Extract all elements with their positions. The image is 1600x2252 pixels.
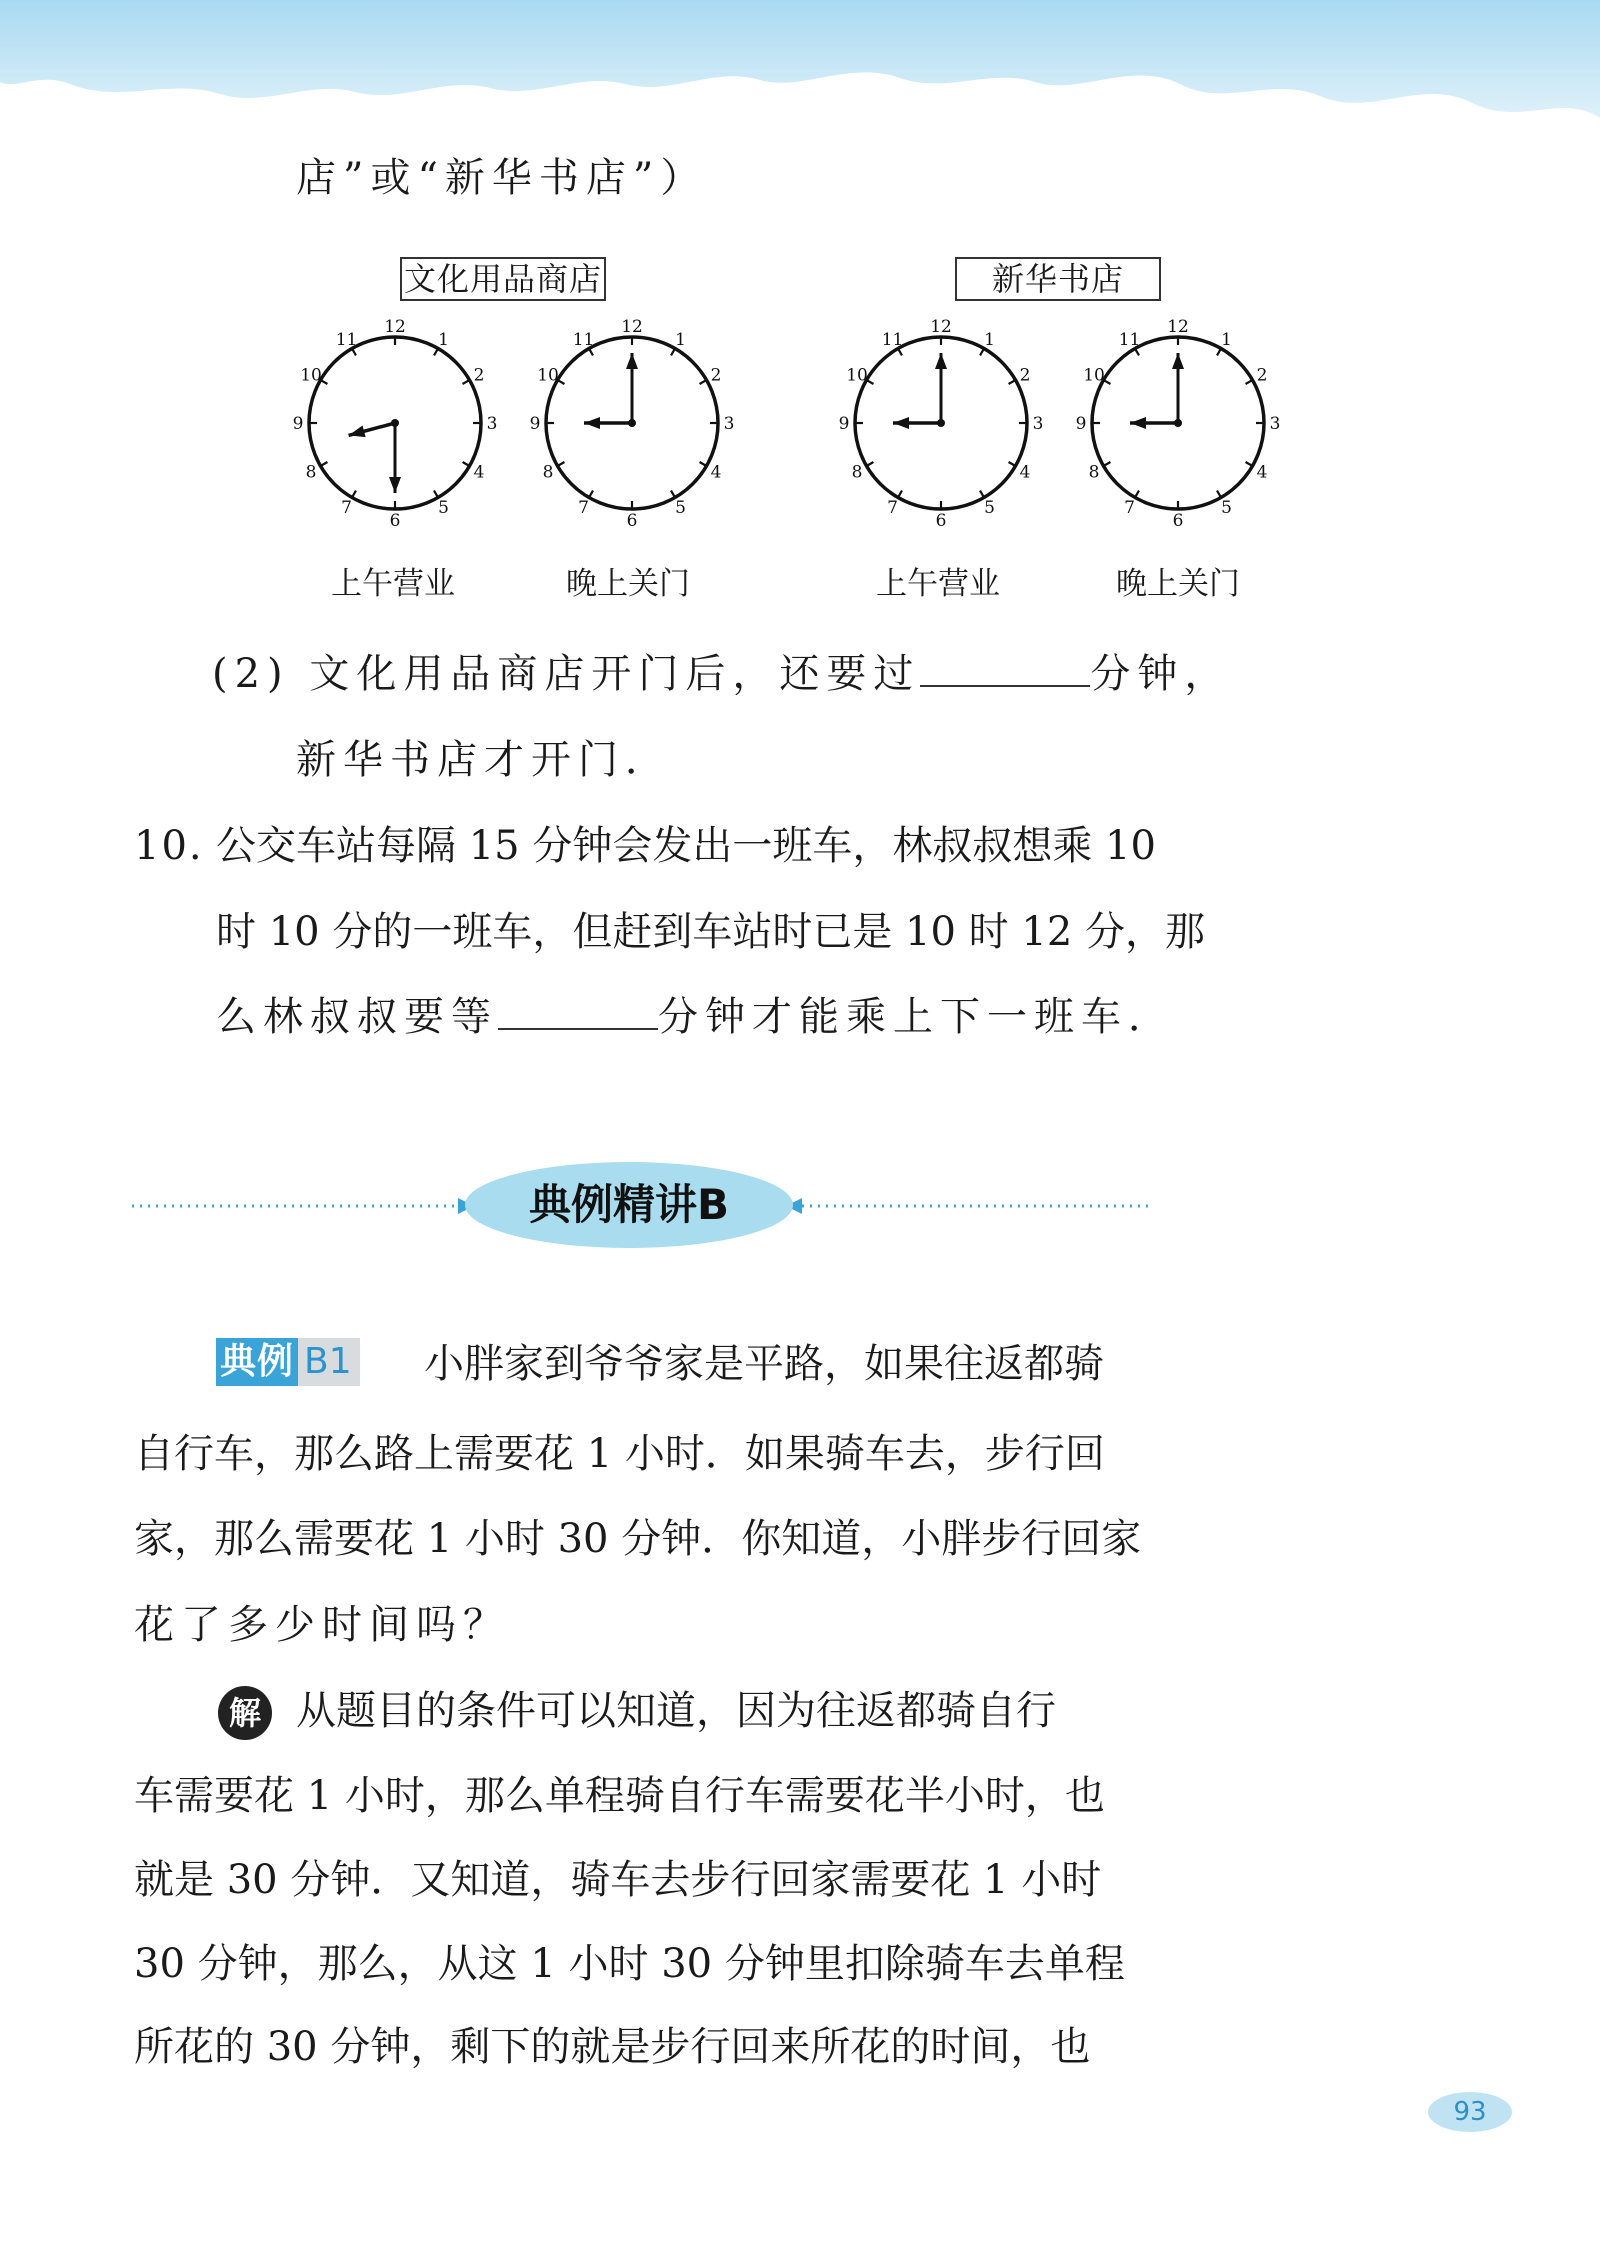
clock-number: 2 xyxy=(1019,365,1031,386)
clock-number: 6 xyxy=(1172,511,1184,531)
clock-number: 11 xyxy=(1118,329,1141,350)
clock-number: 7 xyxy=(1124,498,1135,519)
example-tag-number: B1 xyxy=(298,1338,360,1386)
clock-number: 4 xyxy=(1019,462,1031,483)
clock-number: 12 xyxy=(384,317,406,337)
q10-line2: 时 10 分的一班车，但赶到车站时已是 10 时 12 分，那 xyxy=(216,909,1205,955)
clock-number: 4 xyxy=(473,462,485,483)
clock-number: 9 xyxy=(292,414,304,434)
q10-number: 10. xyxy=(134,823,204,869)
clock-number: 4 xyxy=(710,462,722,483)
clock-stationery-open xyxy=(292,317,498,531)
clock-number: 7 xyxy=(887,498,898,519)
caption-xinhua-open: 上午营业 xyxy=(876,566,1000,602)
clock-number: 7 xyxy=(578,498,589,519)
clock-number: 10 xyxy=(846,365,868,386)
solution-line-3: 就是 30 分钟．又知道，骑车去步行回家需要花 1 小时 xyxy=(134,1857,1102,1903)
clock-number: 6 xyxy=(935,511,947,531)
solution-line-4: 30 分钟，那么，从这 1 小时 30 分钟里扣除骑车去单程 xyxy=(134,1941,1125,1987)
example-tag-label: 典例 xyxy=(216,1338,298,1386)
clock-number: 9 xyxy=(838,414,850,434)
header-continuation-text: 店”或“新华书店”） xyxy=(296,155,708,201)
q10-line3 xyxy=(216,994,1175,1040)
clock-number: 12 xyxy=(621,317,643,337)
clock-number: 1 xyxy=(1221,329,1232,350)
clock-center xyxy=(391,419,399,427)
clock-number: 10 xyxy=(537,365,559,386)
clock-number: 8 xyxy=(1088,462,1100,483)
solution-line-2: 车需要花 1 小时，那么单程骑自行车需要花半小时，也 xyxy=(134,1773,1105,1819)
clock-number: 8 xyxy=(851,462,863,483)
clock-number: 11 xyxy=(881,329,904,350)
example-line-3: 家，那么需要花 1 小时 30 分钟．你知道，小胖步行回家 xyxy=(134,1516,1142,1562)
example-line-4: 花了多少时间吗？ xyxy=(134,1602,510,1648)
clock-number: 2 xyxy=(1256,365,1268,386)
q10-line3-rest: 分钟才能乘上下一班车． xyxy=(658,994,1175,1040)
clock-number: 10 xyxy=(300,365,322,386)
clock-number: 3 xyxy=(1032,414,1044,434)
clock-number: 2 xyxy=(710,365,722,386)
q10-line3-text: 么林叔叔要等 xyxy=(216,994,498,1040)
solution-badge: 解 xyxy=(218,1686,272,1740)
clock-number: 7 xyxy=(341,498,352,519)
clock-number: 8 xyxy=(542,462,554,483)
clock-number: 6 xyxy=(626,511,638,531)
q10-answer-blank[interactable] xyxy=(498,1028,658,1030)
q9-part2-line1 xyxy=(212,651,1232,697)
clock-number: 2 xyxy=(473,365,485,386)
clock-number: 11 xyxy=(335,329,358,350)
caption-stationery-close: 晚上关门 xyxy=(566,566,690,602)
q9-answer-blank[interactable] xyxy=(920,685,1090,687)
clock-number: 4 xyxy=(1256,462,1268,483)
q9-part2-line2: 新华书店才开门． xyxy=(296,737,672,783)
clock-center xyxy=(628,419,636,427)
clock-number: 5 xyxy=(675,498,686,519)
clock-center xyxy=(937,419,945,427)
solution-line-1: 从题目的条件可以知道，因为往返都骑自行 xyxy=(296,1688,1056,1734)
clock-number: 5 xyxy=(984,498,995,519)
clock-number: 3 xyxy=(486,414,498,434)
section-divider-left xyxy=(132,1196,477,1216)
clock-number: 12 xyxy=(1167,317,1189,337)
clock-number: 5 xyxy=(1221,498,1232,519)
section-divider-right xyxy=(782,1196,1148,1216)
clock-xinhua-open xyxy=(838,317,1044,531)
clock-number: 11 xyxy=(572,329,595,350)
q9-part2-unit: 分钟， xyxy=(1090,651,1232,697)
q9-part2-label: (2) xyxy=(212,651,290,697)
solution-line-5: 所花的 30 分钟，剩下的就是步行回来所花的时间，也 xyxy=(134,2024,1091,2070)
clock-number: 10 xyxy=(1083,365,1105,386)
clock-number: 1 xyxy=(438,329,449,350)
clock-number: 9 xyxy=(529,414,541,434)
clock-number: 1 xyxy=(984,329,995,350)
cloud-header-decoration xyxy=(0,0,1600,150)
section-title: 典例精讲B xyxy=(528,1180,729,1229)
q9-part2-text: 文化用品商店开门后，还要过 xyxy=(309,651,921,697)
store-label-stationery: 文化用品商店 xyxy=(400,257,606,301)
clock-number: 3 xyxy=(1269,414,1281,434)
clock-stationery-close xyxy=(529,317,735,531)
store-label-xinhua: 新华书店 xyxy=(955,257,1161,301)
clock-center xyxy=(1174,419,1182,427)
page-number: 93 xyxy=(1428,2092,1512,2132)
example-line-2: 自行车，那么路上需要花 1 小时．如果骑车去，步行回 xyxy=(134,1431,1105,1477)
clock-number: 12 xyxy=(930,317,952,337)
clock-number: 8 xyxy=(305,462,317,483)
clock-xinhua-close xyxy=(1075,317,1281,531)
clock-number: 1 xyxy=(675,329,686,350)
caption-xinhua-close: 晚上关门 xyxy=(1116,566,1240,602)
example-tag xyxy=(216,1338,360,1386)
clock-number: 6 xyxy=(389,511,401,531)
clock-number: 9 xyxy=(1075,414,1087,434)
example-line-1: 小胖家到爷爷家是平路，如果往返都骑 xyxy=(424,1341,1104,1387)
caption-stationery-open: 上午营业 xyxy=(331,566,455,602)
clock-number: 5 xyxy=(438,498,449,519)
clock-number: 3 xyxy=(723,414,735,434)
q10-line1: 公交车站每隔 15 分钟会发出一班车，林叔叔想乘 10 xyxy=(216,823,1156,869)
